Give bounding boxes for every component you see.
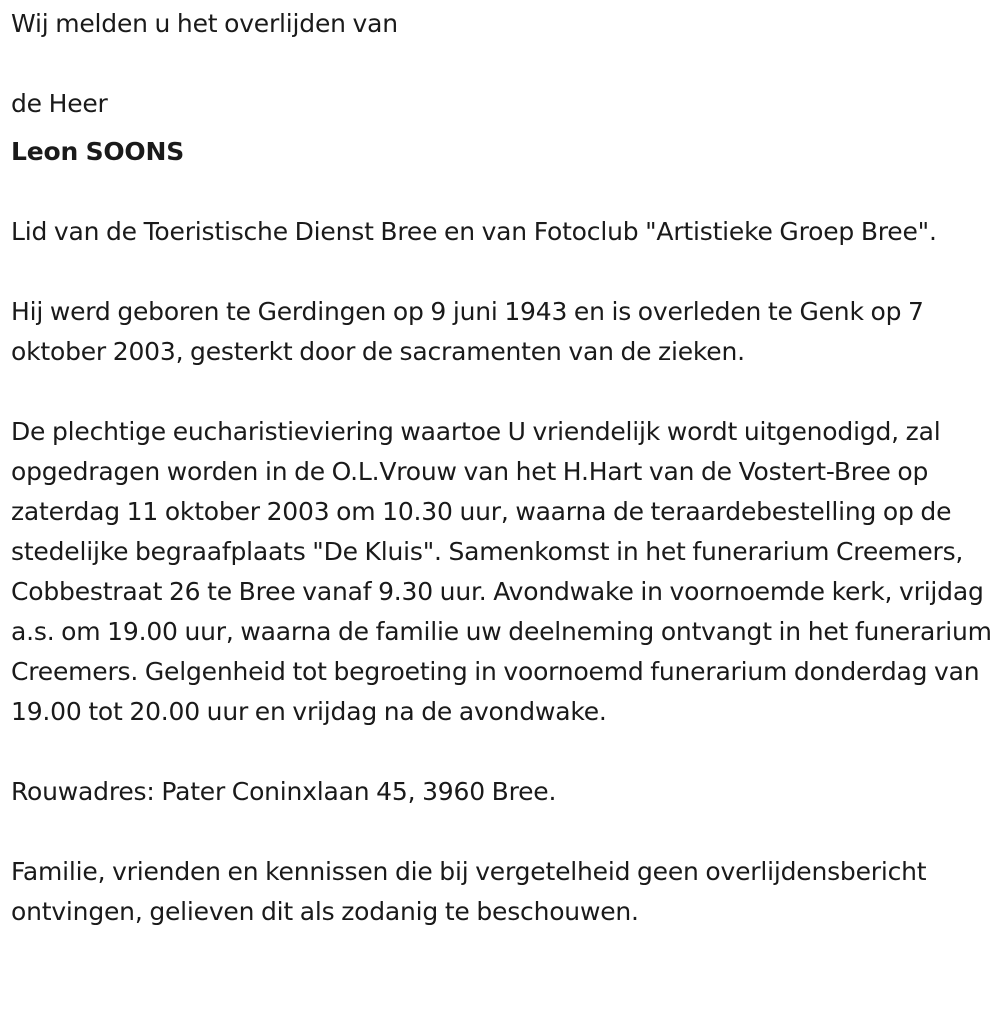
spacer [11, 172, 993, 212]
spacer [11, 372, 993, 412]
spacer [11, 732, 993, 772]
spacer [11, 252, 993, 292]
spacer [11, 44, 993, 84]
membership-paragraph: Lid van de Toeristische Dienst Bree en van Fotoclub "Artistieke Groep Bree". [11, 217, 937, 246]
death-notice [11, 4, 993, 932]
intro-text: Wij melden u het overlijden van [11, 9, 398, 38]
closing-paragraph: Familie, vrienden en kennissen die bij vergetelheid geen overlijdensbericht ontvingen, gelieven dit als zodanig te beschouwen. [11, 857, 927, 926]
honorific: de Heer [11, 89, 108, 118]
deceased-name: Leon SOONS [11, 137, 185, 166]
birth-death-paragraph: Hij werd geboren te Gerdingen op 9 juni 1943 en is overleden te Genk op 7 oktober 2003, gesterkt door de sacramenten van de zieken. [11, 297, 924, 366]
spacer [11, 812, 993, 852]
ceremony-paragraph: De plechtige eucharistieviering waartoe U vriendelijk wordt uitgenodigd, zal opgedragen worden in de O.L.Vrouw van het H.Hart van de Vostert-Bree op zaterdag 11 oktober 2003 om 10.30 uur, waarna de teraardebestelling op de stedelijke begraafplaats "De Kluis". Samenkomst in het funerarium Creemers, Cobbestraat 26 te Bree vanaf 9.30 uur. Avondwake in voornoemde kerk, vrijdag a.s. om 19.00 uur, waarna de familie uw deelneming ontvangt in het funerarium Creemers. Gelgenheid tot begroeting in voornoemd funerarium donderdag van 19.00 tot 20.00 uur en vrijdag na de avondwake. [11, 417, 992, 726]
address-line: Rouwadres: Pater Coninxlaan 45, 3960 Bree. [11, 777, 557, 806]
